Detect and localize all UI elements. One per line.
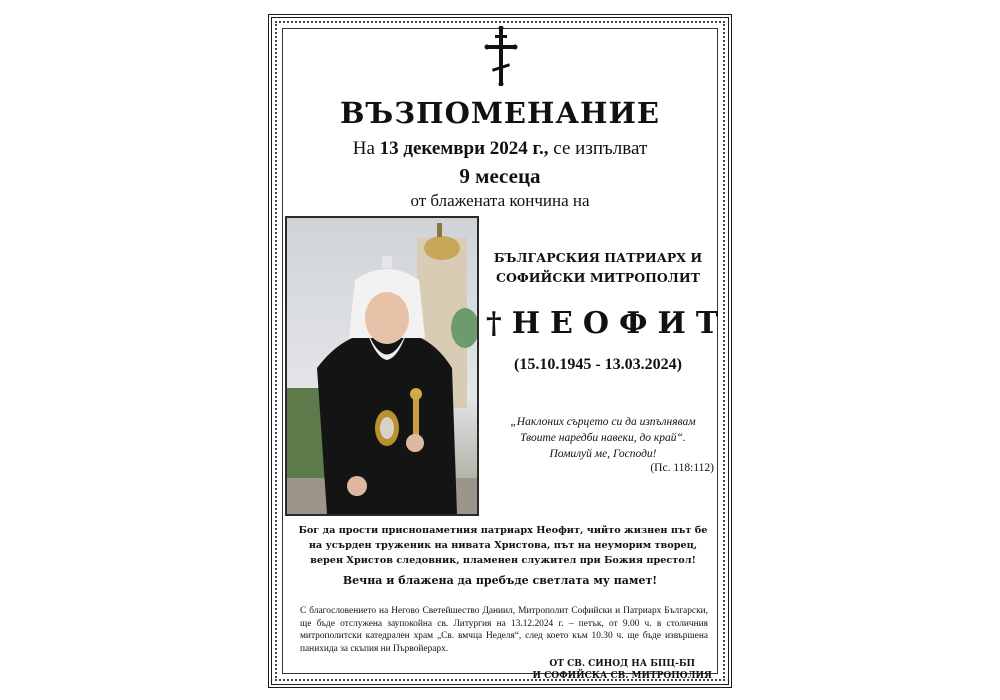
passing-line: от блажената кончина на bbox=[410, 191, 590, 210]
liturgy-announcement: С благословението на Негово Светейшество Даниил, Митрополит Софийски и Патриарх Български, ще бъде отслужена заупокойна св. Литургия на 13.12.2024 г. – петък, от 9.00 ч. в столичния митрополитски катедрален храм „Св. вмчца Неделя“, след което към 10.30 ч. ще бъде извършена панихида за скъпия ни Първойерарх. bbox=[300, 606, 708, 654]
patriarch-name: †НЕОФИТ bbox=[486, 306, 729, 341]
orthodox-cross-icon bbox=[483, 26, 519, 86]
patriarch-heading bbox=[486, 248, 710, 288]
quote-line-3: Помилуй ме, Господи! bbox=[549, 448, 657, 460]
patriarch-photo bbox=[285, 216, 479, 516]
date-value: 13 декември 2024 г., bbox=[379, 138, 549, 159]
eternal-memory-text: Вечна и блажена да пребъде светлата му памет! bbox=[342, 574, 658, 587]
page-title: ВЪЗПОМЕНАНИЕ bbox=[340, 96, 660, 130]
months-count: 9 месеца bbox=[459, 164, 541, 188]
date-line bbox=[272, 138, 728, 160]
psalm-quote bbox=[498, 414, 708, 462]
quote-line-2: Твоите наредби навеки, до край“. bbox=[520, 432, 686, 444]
psalm-reference: (Пс. 118:112) bbox=[650, 462, 714, 474]
heading-line-1: БЪЛГАРСКИЯ ПАТРИАРХ И bbox=[493, 250, 703, 265]
signature-line-2: И СОФИЙСКА СВ. МИТРОПОЛИЯ bbox=[532, 671, 712, 681]
date-prefix: На bbox=[352, 138, 375, 159]
quote-line-1: „Наклоних сърцето си да изпълнявам bbox=[510, 416, 696, 428]
signature-line-1: ОТ СВ. СИНОД НА БПЦ-БП bbox=[549, 659, 696, 669]
signature bbox=[532, 658, 712, 682]
life-dates: (15.10.1945 - 13.03.2024) bbox=[514, 356, 682, 373]
heading-line-2: СОФИЙСКИ МИТРОПОЛИТ bbox=[496, 270, 700, 285]
prayer-text: Бог да прости приснопаметния патриарх Неофит, чийто жизнен път бе на усърден труженик на нивата Христова, път на неуморим творец, верен Христов следовник, пламенен служител при Божия престол! bbox=[298, 525, 708, 566]
memorial-frame bbox=[268, 14, 732, 688]
date-suffix: се изпълват bbox=[553, 138, 648, 159]
